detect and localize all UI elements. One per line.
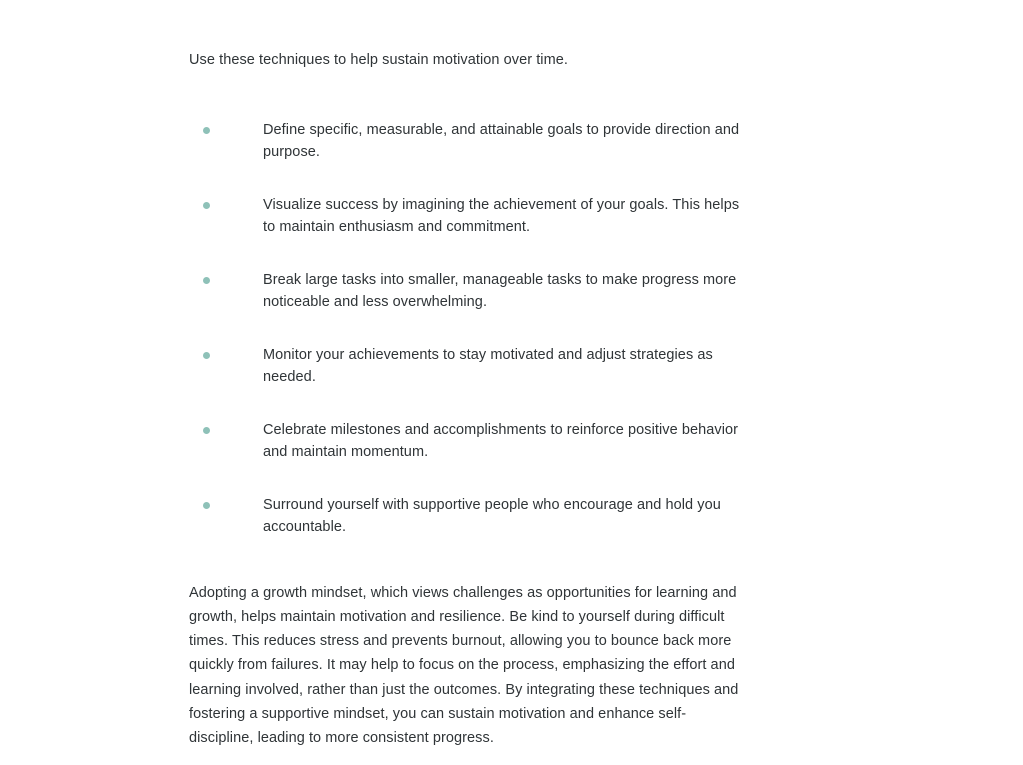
bullet-dot-icon (189, 119, 263, 143)
bullet-dot-icon (189, 419, 263, 443)
list-item (189, 494, 749, 539)
bullet-dot-icon (189, 269, 263, 293)
list-item (189, 269, 749, 314)
list-item (189, 119, 749, 164)
list-item (189, 344, 749, 389)
bullet-dot-icon (189, 344, 263, 368)
list-item-text: Visualize success by imagining the achievement of your goals. This helps to maintain enthusiasm and commitment. (263, 196, 740, 235)
list-item-text: Define specific, measurable, and attainable goals to provide direction and purpose. (263, 121, 740, 160)
bullet-dot-icon (189, 194, 263, 218)
document-body (189, 33, 749, 765)
list-item (189, 419, 749, 464)
intro-paragraph: Use these techniques to help sustain motivation over time. (189, 51, 568, 68)
list-item (189, 194, 749, 239)
list-item-text: Break large tasks into smaller, manageable tasks to make progress more noticeable and less overwhelming. (263, 271, 737, 310)
list-item-text: Celebrate milestones and accomplishments to reinforce positive behavior and maintain momentum. (263, 421, 739, 460)
list-item-text: Monitor your achievements to stay motivated and adjust strategies as needed. (263, 346, 713, 385)
list-item-text: Surround yourself with supportive people who encourage and hold you accountable. (263, 496, 721, 535)
techniques-list (189, 119, 749, 539)
bullet-dot-icon (189, 494, 263, 518)
closing-paragraph: Adopting a growth mindset, which views challenges as opportunities for learning and growth, helps maintain motivation and resilience. Be kind to yourself during difficult times. This reduces stress and prevents burnout, allowing you to bounce back more quickly from failures. It may help to focus on the process, emphasizing the effort and learning involved, rather than just the outcomes. By integrating these techniques and fostering a supportive mindset, you can sustain motivation and enhance self-discipline, leading to more consistent progress. (189, 584, 739, 747)
